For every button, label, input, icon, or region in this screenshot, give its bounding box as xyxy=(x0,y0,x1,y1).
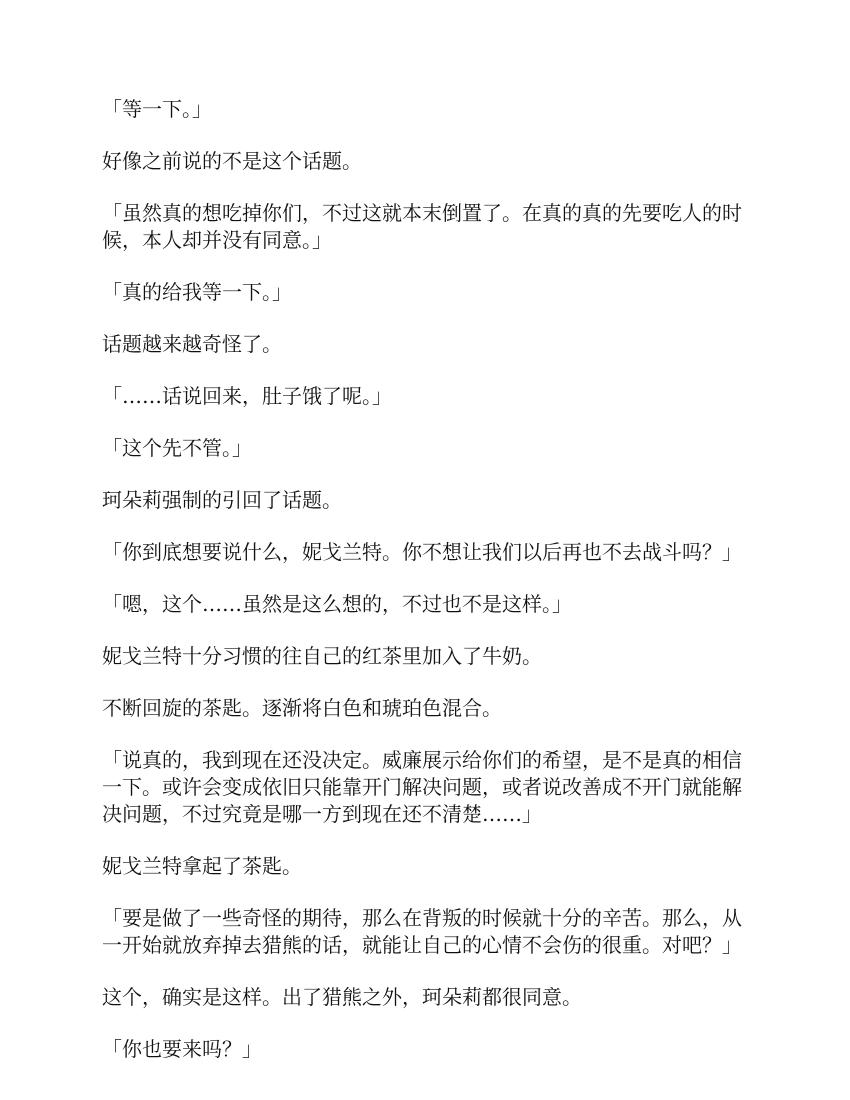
paragraph-14: 妮戈兰特拿起了茶匙。 xyxy=(102,854,302,878)
paragraph-4: 「真的给我等一下。」 xyxy=(102,280,292,304)
paragraph-13: 「说真的，我到现在还没决定。威廉展示给你们的希望，是不是真的相信一下。或许会变成依旧只能靠开门解决问题，或者说改善成不开门就能解决问题，不过究竟是哪一方到现在还不清楚……」 xyxy=(102,748,742,826)
paragraph-7: 「这个先不管。」 xyxy=(102,436,252,460)
paragraph-10: 「嗯，这个……虽然是这么想的，不过也不是这样。」 xyxy=(102,592,572,616)
paragraph-3: 「虽然真的想吃掉你们，不过这就本末倒置了。在真的真的先要吃人的时候，本人却并没有同意。」 xyxy=(102,201,742,252)
paragraph-9: 「你到底想要说什么，妮戈兰特。你不想让我们以后再也不去战斗吗？」 xyxy=(102,540,742,564)
paragraph-2: 好像之前说的不是这个话题。 xyxy=(102,149,362,173)
paragraph-8: 珂朵莉强制的引回了话题。 xyxy=(102,488,342,512)
paragraph-17: 「你也要来吗？」 xyxy=(102,1037,262,1061)
paragraph-5: 话题越来越奇怪了。 xyxy=(102,332,282,356)
paragraph-16: 这个，确实是这样。出了猎熊之外，珂朵莉都很同意。 xyxy=(102,985,582,1009)
paragraph-12: 不断回旋的茶匙。逐渐将白色和琥珀色混合。 xyxy=(102,696,502,720)
paragraph-1: 「等一下。」 xyxy=(102,97,212,121)
paragraph-15: 「要是做了一些奇怪的期待，那么在背叛的时候就十分的辛苦。那么，从一开始就放弃掉去猎熊的话，就能让自己的心情不会伤的很重。对吧？」 xyxy=(102,906,742,957)
paragraph-6: 「……话说回来，肚子饿了呢。」 xyxy=(102,384,392,408)
paragraph-11: 妮戈兰特十分习惯的往自己的红茶里加入了牛奶。 xyxy=(102,644,542,668)
